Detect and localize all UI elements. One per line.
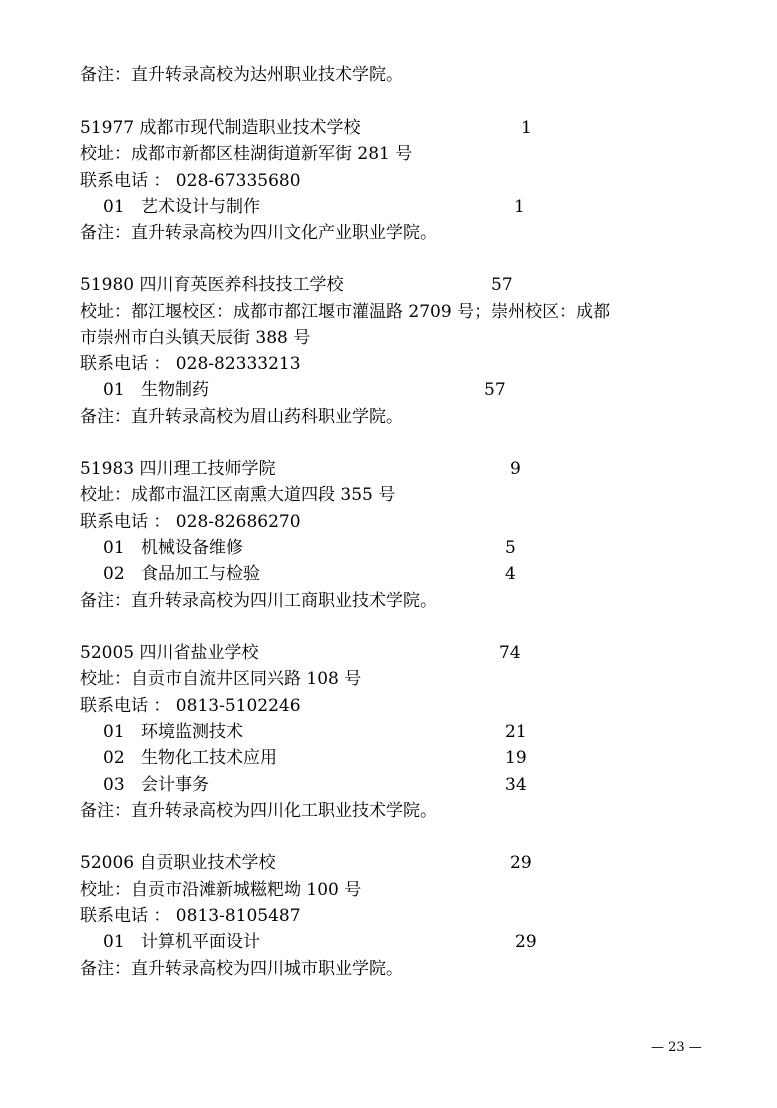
major-name: 会计事务 <box>141 775 209 795</box>
major-name: 生物化工技术应用 <box>141 748 277 768</box>
school-total: 74 <box>499 643 521 663</box>
major-count: 19 <box>505 748 527 768</box>
major-name: 艺术设计与制作 <box>141 197 260 217</box>
major-code: 01 <box>103 722 125 742</box>
school-header: 51980 四川育英医养科技技工学校 <box>80 275 344 295</box>
major-code: 03 <box>103 775 125 795</box>
school-address-line-1: 校址：都江堰校区：成都市都江堰市灌温路 2709 号；崇州校区：成都 <box>80 302 611 322</box>
major-count: 5 <box>505 538 516 558</box>
major-count: 4 <box>505 564 516 584</box>
school-address: 校址：成都市温江区南熏大道四段 355 号 <box>80 485 396 505</box>
school-phone: 联系电话 ： 0813-8105487 <box>80 906 301 926</box>
remark-text: 备注：直升转录高校为四川工商职业技术学院。 <box>80 591 437 611</box>
school-total: 1 <box>521 118 532 138</box>
remark-text: 备注：直升转录高校为达州职业技术学院。 <box>80 65 403 85</box>
page-number: — 23 — <box>651 1040 702 1055</box>
remark-text: 备注：直升转录高校为眉山药科职业学院。 <box>80 407 403 427</box>
school-address-line-2: 市崇州市白头镇天辰街 388 号 <box>80 328 311 348</box>
school-total: 9 <box>510 459 521 479</box>
major-code: 01 <box>103 380 125 400</box>
major-code: 02 <box>103 748 125 768</box>
major-code: 01 <box>103 538 125 558</box>
school-header: 51983 四川理工技师学院 <box>80 459 276 479</box>
major-count: 57 <box>484 380 506 400</box>
major-code: 01 <box>103 932 125 952</box>
major-code: 01 <box>103 197 125 217</box>
major-name: 环境监测技术 <box>141 722 243 742</box>
major-name: 计算机平面设计 <box>141 932 260 952</box>
school-header: 52006 自贡职业技术学校 <box>80 853 276 873</box>
major-name: 食品加工与检验 <box>141 564 260 584</box>
school-address: 校址：自贡市自流井区同兴路 108 号 <box>80 669 362 689</box>
remark-text: 备注：直升转录高校为四川化工职业技术学院。 <box>80 801 437 821</box>
school-total: 57 <box>491 275 513 295</box>
remark-text: 备注：直升转录高校为四川城市职业学院。 <box>80 959 403 979</box>
major-count: 29 <box>515 932 537 952</box>
school-header: 52005 四川省盐业学校 <box>80 643 259 663</box>
school-address: 校址：自贡市沿滩新城糍粑坳 100 号 <box>80 880 362 900</box>
school-phone: 联系电话 ： 0813-5102246 <box>80 696 301 716</box>
school-header: 51977 成都市现代制造职业技术学校 <box>80 118 361 138</box>
major-count: 1 <box>514 197 525 217</box>
major-count: 34 <box>505 775 527 795</box>
school-phone: 联系电话 ： 028-82686270 <box>80 512 301 532</box>
school-phone: 联系电话 ： 028-82333213 <box>80 354 301 374</box>
major-name: 生物制药 <box>141 380 209 400</box>
school-total: 29 <box>510 853 532 873</box>
major-code: 02 <box>103 564 125 584</box>
school-address: 校址：成都市新都区桂湖街道新军街 281 号 <box>80 144 413 164</box>
school-phone: 联系电话 ： 028-67335680 <box>80 171 301 191</box>
remark-text: 备注：直升转录高校为四川文化产业职业学院。 <box>80 223 437 243</box>
major-name: 机械设备维修 <box>141 538 243 558</box>
major-count: 21 <box>505 722 527 742</box>
